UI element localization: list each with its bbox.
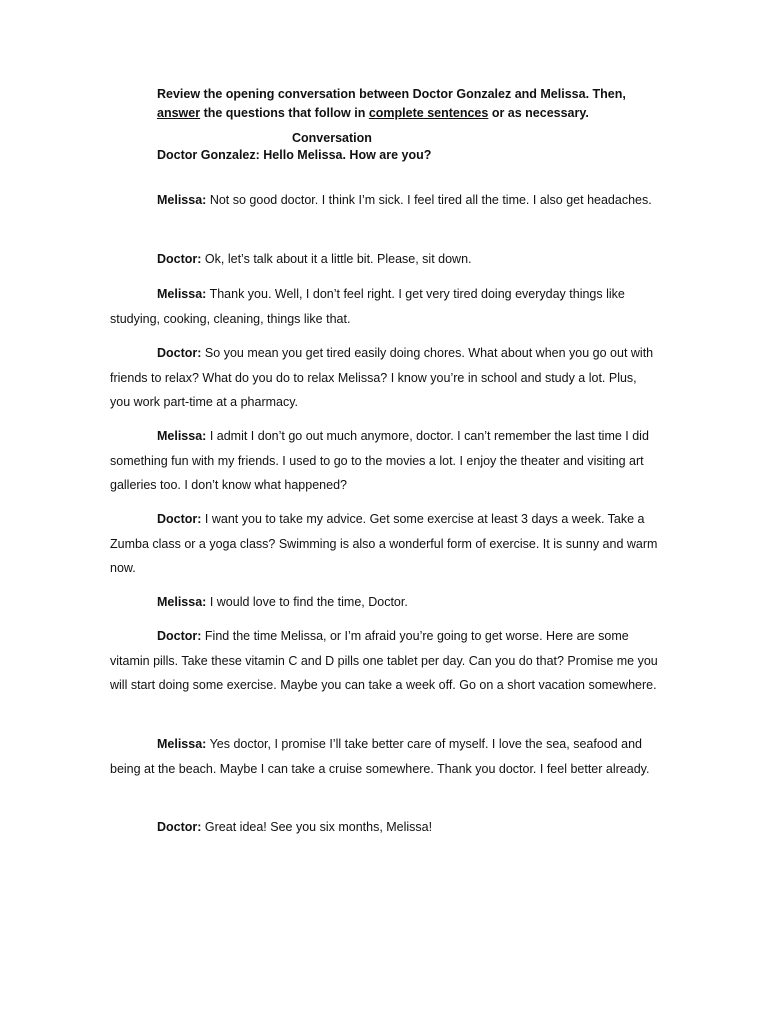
dialogue-line (110, 143, 660, 168)
speaker-name: Doctor: (157, 346, 202, 360)
speaker-name: Melissa: (157, 193, 207, 207)
instructions-part1: Review the opening conversation between Doctor Gonzalez and Melissa. Then, (157, 87, 626, 101)
dialogue-text: Ok, let’s talk about it a little bit. Please, sit down. (201, 252, 472, 266)
dialogue-line (110, 815, 660, 840)
dialogue-line (110, 282, 660, 331)
dialogue-line (110, 507, 660, 581)
dialogue-text: Yes doctor, I promise I’ll take better care of myself. I love the sea, seafood and being at the beach. Maybe I can take a cruise somewhere. Thank you doctor. I feel better already. (110, 737, 650, 776)
dialogue-text: I admit I don’t go out much anymore, doctor. I can’t remember the last time I did something fun with my friends. I used to go to the movies a lot. I enjoy the theater and visiting art galleries too. I don’t know what happened? (110, 429, 649, 492)
instructions (157, 85, 677, 123)
speaker-name: Doctor: (157, 820, 202, 834)
dialogue-line (110, 341, 660, 415)
dialogue-text: So you mean you get tired easily doing chores. What about when you go out with friends to relax? What do you do to relax Melissa? I know you’re in school and study a lot. Plus, you work part-time at a pharmacy. (110, 346, 654, 409)
dialogue-text: Thank you. Well, I don’t feel right. I get very tired doing everyday things like studying, cooking, cleaning, things like that. (110, 287, 625, 326)
dialogue-text: Great idea! See you six months, Melissa! (201, 820, 433, 834)
instructions-complete-sentences: complete sentences (368, 106, 489, 120)
instructions-part3: or as necessary. (488, 106, 589, 120)
dialogue-text: Find the time Melissa, or I’m afraid you’re going to get worse. Here are some vitamin pills. Take these vitamin C and D pills one tablet per day. Can you do that? Promise me you will start doing some exercise. Maybe you can take a week off. Go on a short vacation somewhere. (110, 629, 658, 692)
instructions-answer: answer (157, 106, 201, 120)
dialogue-line (110, 590, 660, 615)
speaker-name: Doctor Gonzalez: (157, 148, 260, 162)
dialogue-line (110, 188, 660, 213)
dialogue-line (110, 247, 660, 272)
speaker-name: Doctor: (157, 512, 202, 526)
dialogue-line (110, 424, 660, 498)
dialogue-line (110, 624, 660, 698)
conversation-heading: Conversation (292, 131, 372, 145)
dialogue-text: Hello Melissa. How are you? (259, 148, 432, 162)
speaker-name: Melissa: (157, 737, 207, 751)
speaker-name: Melissa: (157, 287, 207, 301)
dialogue-text: I want you to take my advice. Get some exercise at least 3 days a week. Take a Zumba class or a yoga class? Swimming is also a wonderful form of exercise. It is sunny and warm now. (110, 512, 658, 575)
dialogue-text: Not so good doctor. I think I’m sick. I feel tired all the time. I also get headaches. (206, 193, 652, 207)
speaker-name: Melissa: (157, 595, 207, 609)
speaker-name: Doctor: (157, 252, 202, 266)
speaker-name: Melissa: (157, 429, 207, 443)
instructions-part2: the questions that follow in (200, 106, 369, 120)
speaker-name: Doctor: (157, 629, 202, 643)
dialogue-line (110, 732, 660, 781)
dialogue-text: I would love to find the time, Doctor. (206, 595, 408, 609)
